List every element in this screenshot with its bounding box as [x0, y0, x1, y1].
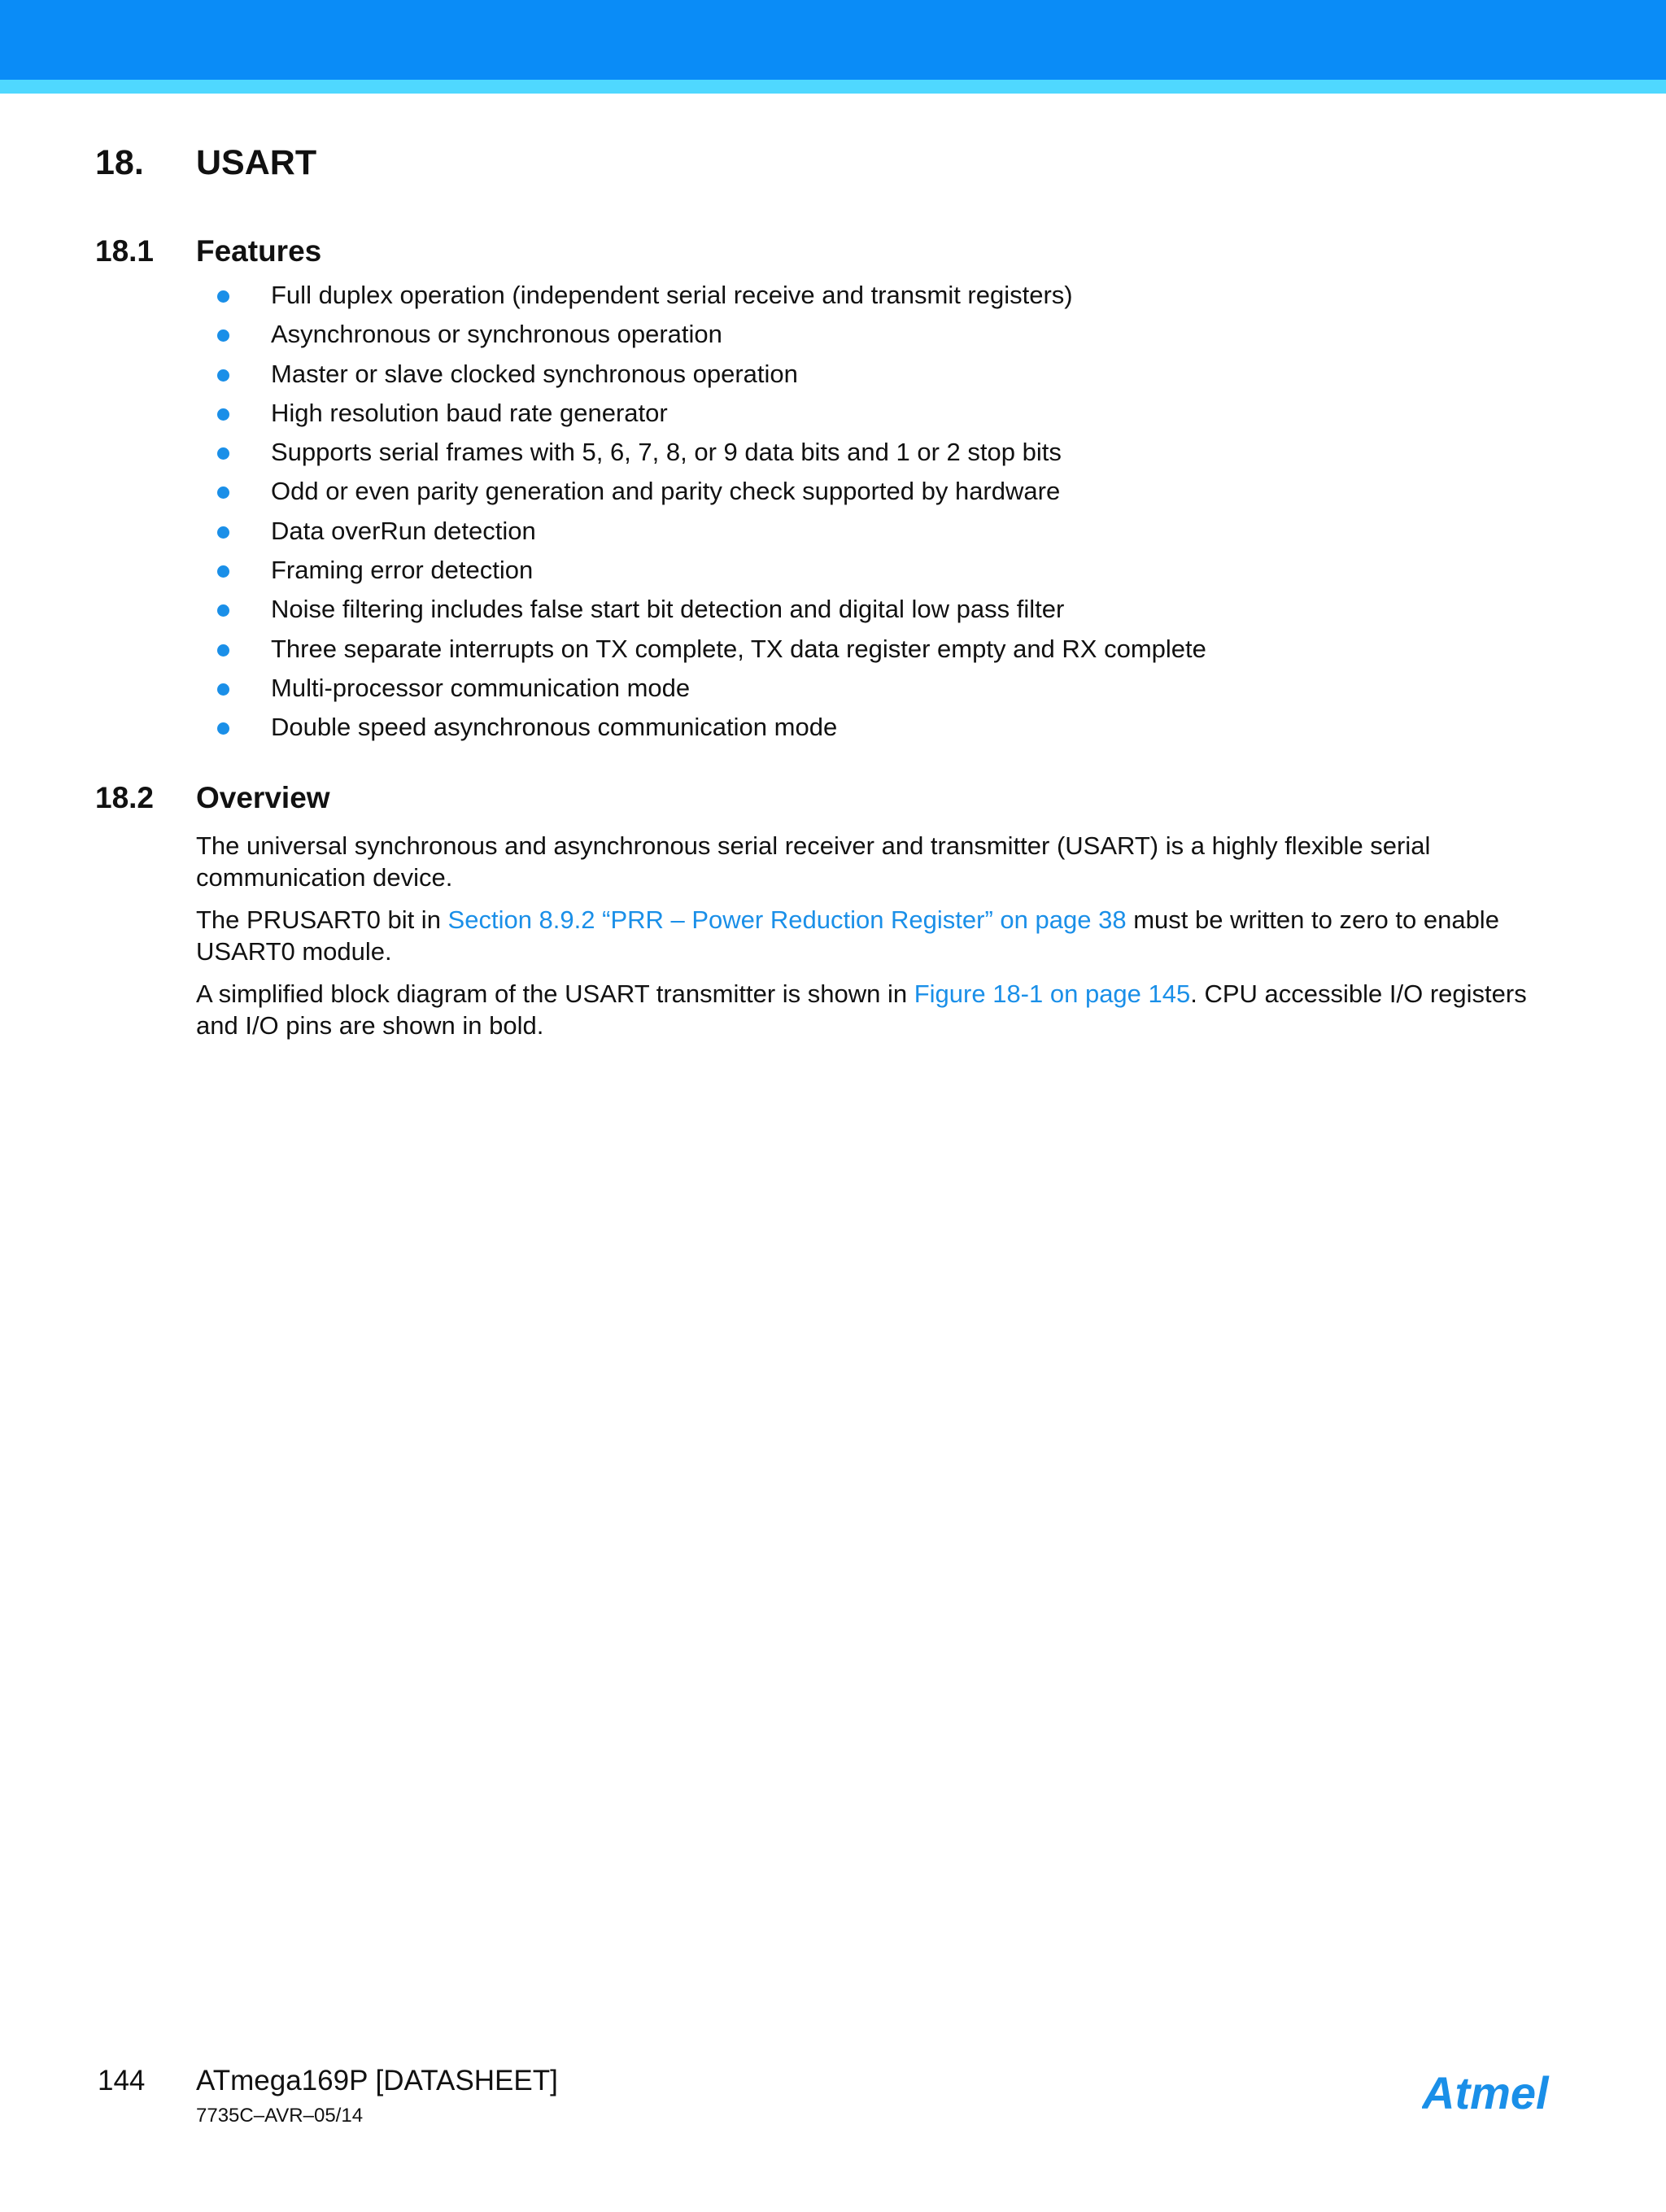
list-item [0, 711, 1666, 750]
section-number: 18.1 [95, 234, 155, 268]
document-title: ATmega169P [DATASHEET] [196, 2065, 558, 2096]
bullet-icon [217, 604, 229, 617]
chapter-title: USART [196, 143, 317, 182]
feature-text: Supports serial frames with 5, 6, 7, 8, or 9 data bits and 1 or 2 stop bits [271, 438, 1062, 467]
list-item [0, 475, 1666, 514]
list-item [0, 436, 1666, 475]
bullet-icon [217, 526, 229, 539]
prr-section-link[interactable]: Section 8.9.2 “PRR – Power Reduction Register” on page 38 [447, 905, 1127, 934]
bullet-icon [217, 486, 229, 499]
feature-text: Data overRun detection [271, 516, 536, 545]
chapter-number: 18. [95, 143, 144, 182]
feature-text: Double speed asynchronous communication mode [271, 713, 838, 742]
feature-text: Odd or even parity generation and parity check supported by hardware [271, 477, 1061, 506]
feature-text: Framing error detection [271, 556, 534, 585]
bullet-icon [217, 408, 229, 421]
list-item [0, 672, 1666, 711]
list-item [0, 397, 1666, 436]
feature-text: High resolution baud rate generator [271, 398, 668, 427]
header-band [0, 0, 1666, 80]
bullet-icon [217, 565, 229, 578]
list-item [0, 515, 1666, 554]
paragraph-text: The PRUSART0 bit in [196, 905, 448, 934]
bullet-icon [217, 329, 229, 342]
feature-text: Asynchronous or synchronous operation [271, 320, 722, 349]
atmel-logo [1422, 2070, 1573, 2121]
section-title: Overview [196, 781, 330, 814]
feature-text: Noise filtering includes false start bit detection and digital low pass filter [271, 595, 1065, 624]
list-item [0, 554, 1666, 593]
list-item [0, 318, 1666, 357]
page-number: 144 [98, 2065, 146, 2096]
list-item [0, 279, 1666, 318]
bullet-icon [217, 683, 229, 696]
feature-text: Three separate interrupts on TX complete, TX data register empty and RX complete [271, 634, 1206, 663]
bullet-icon [217, 447, 229, 460]
feature-text: Master or slave clocked synchronous operation [271, 359, 798, 388]
logo-wordmark: Atmel [1422, 2070, 1549, 2117]
bullet-icon [217, 722, 229, 735]
bullet-icon [217, 644, 229, 657]
paragraph-text: A simplified block diagram of the USART transmitter is shown in [196, 979, 914, 1008]
figure-18-1-link[interactable]: Figure 18-1 on page 145 [914, 979, 1191, 1008]
overview-paragraph-2 [196, 904, 1571, 967]
section-number: 18.2 [95, 781, 155, 814]
overview-paragraph-3 [196, 978, 1571, 1041]
section-title: Features [196, 234, 322, 268]
bullet-icon [217, 369, 229, 382]
feature-text: Multi-processor communication mode [271, 673, 691, 702]
bullet-icon [217, 290, 229, 303]
features-list [0, 279, 1666, 751]
overview-body [196, 830, 1571, 1052]
feature-text: Full duplex operation (independent serial receive and transmit registers) [271, 281, 1073, 309]
document-id: 7735C–AVR–05/14 [196, 2105, 364, 2127]
overview-paragraph-1: The universal synchronous and asynchronous serial receiver and transmitter (USART) is a highly flexible serial communication device. [196, 831, 1431, 892]
atmel-logo-icon [1422, 2070, 1573, 2117]
list-item [0, 358, 1666, 397]
header-stripe [0, 80, 1666, 94]
list-item [0, 633, 1666, 672]
paragraph-text: . CPU accessible I/O registers and I/O pins are shown in bold. [196, 979, 1527, 1040]
paragraph-text: must be written to zero to enable USART0 module. [196, 905, 1499, 966]
list-item [0, 593, 1666, 632]
